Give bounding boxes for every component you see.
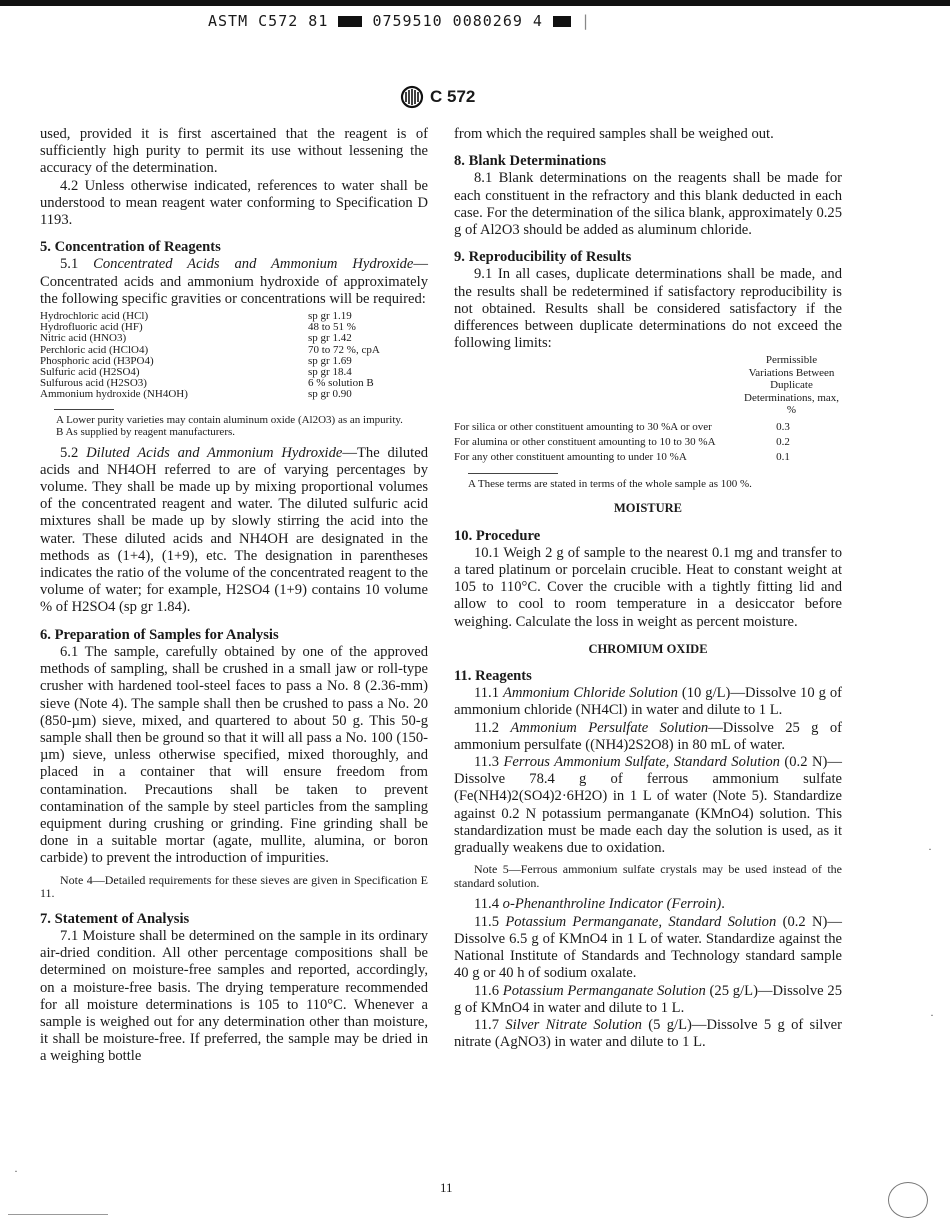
para-number: 11.2: [474, 719, 511, 736]
paragraph-11-3: [454, 754, 842, 857]
footnote-a: A Lower purity varieties may contain aluminum oxide (Al2O3) as an impurity.: [56, 413, 403, 426]
astm-logo-header: [400, 85, 475, 109]
para-number: 11.4: [474, 896, 503, 913]
paragraph-9-1: 9.1 In all cases, duplicate determinations shall be made, and the results shall be redetermined if satisfactory reproducibility is not obtained. Results shall be considered satisfactory if the differences between duplicate determinations do not exceed the following limits:: [454, 266, 842, 352]
section-heading-10: 10. Procedure: [454, 527, 541, 544]
table-row: [40, 389, 428, 400]
paragraph-7-1: 7.1 Moisture shall be determined on the sample in its ordinary air-dried condition. All other percentage compositions shall be determined on moisture-free samples and reported, accordingly, on a moisture-free basis. The drying temperature recommended for all moisture determinations is 105 to 110°C. Whenever a sample is weighed out for any determination other than moisture, it shall be moisture-free. If preferred, the sample may be dried in a weighing bottle: [40, 927, 428, 1065]
paragraph: from which the required samples shall be weighed out.: [454, 126, 774, 142]
limit-label: For silica or other constituent amounting to 30 %A or over: [454, 420, 712, 433]
reagent-name: Hydrofluoric acid (HF): [40, 321, 143, 334]
para-text: (10 g/L)—Dissolve 10 g of ammonium chloride (NH4Cl) in water and dilute to 1 L.: [454, 685, 842, 719]
astm-logo-icon: [400, 85, 424, 109]
para-text: (25 g/L)—Dissolve 25 g of KMnO4 in water and dilute to 1 L.: [454, 982, 842, 1016]
para-title: Concentrated Acids and Ammonium Hydroxide: [93, 256, 414, 273]
scan-artifact-circle: [888, 1182, 928, 1218]
limits-footnote: A These terms are stated in terms of the whole sample as 100 %.: [468, 477, 752, 490]
limit-value: 0.1: [776, 450, 790, 463]
para-text: (0.2 N)—Dissolve 78.4 g of ferrous ammonium sulfate (Fe(NH4)2(SO4)2·6H2O) in 1 L of water (Note 5). Standardize against 0.2 N potassium permanganate (KMnO4) solution. This standardization must be made each day the solution is used, as it gradually weakens due to oxidation.: [454, 754, 842, 857]
footer-rule: [8, 1214, 108, 1215]
para-number: 11.5: [474, 913, 506, 930]
reagent-value: sp gr 0.90: [308, 388, 352, 401]
reagent-name: Perchloric acid (HClO4): [40, 343, 149, 356]
para-number: 11.3: [474, 754, 504, 771]
para-text: —The diluted acids and NH4OH referred to are of varying percentages by volume. They shall be made up by mixing proportional volumes of the concentrated reagent and water. The diluted sulfuric acid mixtures shall be made up by slowly stirring the acid into the water. These diluted acids and NH4OH are designated in the methods as (1+4), (1+9), etc. The designation in parentheses indicates the ratio of the volume of the concentrated reagent to the volume of water; for example, H2SO4 (1+9) contains 10 volume % of H2SO4 (sp gr 1.84).: [40, 444, 429, 616]
header-tick: |: [581, 12, 592, 30]
redaction-block: [338, 16, 362, 27]
reagent-name: Hydrochloric acid (HCl): [40, 310, 149, 323]
right-column: [454, 126, 842, 1051]
section-heading-5: 5. Concentration of Reagents: [40, 239, 221, 256]
para-number: 11.7: [474, 1016, 506, 1033]
table-row: [454, 451, 842, 463]
section-heading-9: 9. Reproducibility of Results: [454, 249, 632, 266]
reagent-value: sp gr 1.42: [308, 332, 352, 345]
paragraph-10-1: 10.1 Weigh 2 g of sample to the nearest 0.1 mg and transfer to a tared platinum or porcelain crucible. Heat to constant weight at 105 to 110°C. Cover the crucible with a tightly fitting lid and allow to cool to room temperature in a desiccator before weighing. Calculate the loss in weight as percent moisture.: [454, 544, 842, 630]
limit-value: 0.3: [776, 420, 790, 433]
table-row: [454, 421, 842, 436]
reagent-name: Phosphoric acid (H3PO4): [40, 354, 154, 367]
reagent-value: 6 % solution B: [308, 377, 374, 390]
paragraph-11-4: [454, 896, 842, 913]
reagent-name: Sulfuric acid (H2SO4): [40, 366, 140, 379]
paragraph-4-2: 4.2 Unless otherwise indicated, references to water shall be understood to mean reagent water conforming to Specification D 1193.: [40, 177, 428, 229]
limit-label: For alumina or other constituent amounting to 10 to 30 %A: [454, 435, 716, 448]
para-number: 5.2: [60, 444, 87, 461]
astm-code: ASTM C572 81: [208, 12, 329, 30]
paragraph-11-7: [454, 1017, 842, 1051]
para-number: 5.1: [60, 256, 94, 273]
limit-label: For any other constituent amounting to under 10 %A: [454, 450, 687, 463]
para-title: Ammonium Chloride Solution: [502, 685, 678, 702]
paragraph: used, provided it is first ascertained that the reagent is of sufficiently high purity to permit its use without lessening the accuracy of the determination.: [40, 126, 428, 177]
reagent-value: sp gr 1.69: [308, 354, 352, 367]
scan-speck: ·: [930, 1008, 934, 1022]
page-number: 11: [440, 1180, 453, 1195]
para-number: 11.6: [474, 982, 503, 999]
para-title: Ammonium Persulfate Solution: [510, 719, 709, 736]
table-row: [40, 333, 428, 344]
paragraph-11-5: [454, 914, 842, 983]
footnote-b: B As supplied by reagent manufacturers.: [56, 426, 236, 439]
para-title: Potassium Permanganate Solution: [502, 982, 706, 999]
limits-column-header: Permissible Variations Between Duplicate Determinations, max, %: [744, 354, 840, 417]
para-text: —Dissolve 25 g of ammonium persulfate ((NH4)2S2O8) in 80 mL of water.: [454, 719, 842, 753]
top-rule: [0, 0, 950, 6]
document-code-header: [208, 12, 591, 30]
limits-table: [454, 421, 842, 463]
paragraph-11-6: [454, 983, 842, 1017]
reagent-name: Ammonium hydroxide (NH4OH): [40, 388, 188, 401]
scan-speck: ·: [14, 1164, 18, 1178]
footnote-rule: [468, 473, 558, 474]
reagent-name: Nitric acid (HNO3): [40, 332, 127, 345]
paragraph-11-1: [454, 685, 842, 719]
reagent-value: 48 to 51 %: [308, 321, 356, 334]
paragraph-11-2: [454, 720, 842, 754]
reagent-name: Sulfurous acid (H2SO3): [40, 377, 147, 390]
table-row: [454, 436, 842, 451]
para-title: Silver Nitrate Solution: [505, 1016, 642, 1033]
paragraph-5-1: [40, 256, 428, 308]
note-5: Note 5—Ferrous ammonium sulfate crystals may be used instead of the standard solution.: [454, 862, 842, 890]
section-heading-11: 11. Reagents: [454, 668, 532, 685]
section-title-chromium-oxide: CHROMIUM OXIDE: [588, 641, 708, 656]
scan-speck: ·: [928, 842, 932, 856]
section-heading-8: 8. Blank Determinations: [454, 153, 607, 170]
standard-number: C 572: [430, 87, 476, 106]
paragraph-6-1: 6.1 The sample, carefully obtained by one of the approved methods of sampling, shall be crushed in a small jaw or roll-type crusher with hardened tool-steel faces to pass a No. 8 (2.36-mm) sieve (Note 4). The sample shall then be crushed to pass a No. 20 (850-µm) sieve, mixed, and quartered to about 50 g. This 50-g sample shall then be ground so that it will all pass a No. 100 (150-µm) sieve, unless otherwise specified, mixed thoroughly, and placed in a container that will ensure freedom from contamination. Precautions shall be taken to prevent contamination of the sample by steel particles from the sampling equipment during crushing or grinding. Fine grinding shall be done in a suitable mortar (agate, mullite, alumina, or boron carbide) to prevent the introduction of impurities.: [40, 643, 428, 867]
para-title: Potassium Permanganate, Standard Solution: [505, 913, 777, 930]
limit-value: 0.2: [776, 435, 790, 448]
para-number: 11.1: [474, 685, 503, 702]
reagent-value: sp gr 1.19: [308, 310, 352, 323]
serial-code: 0759510 0080269 4: [372, 12, 543, 30]
section-heading-7: 7. Statement of Analysis: [40, 910, 190, 927]
para-title: Diluted Acids and Ammonium Hydroxide: [86, 444, 343, 461]
section-title-moisture: MOISTURE: [613, 501, 683, 516]
para-text: (5 g/L)—Dissolve 5 g of silver nitrate (AgNO3) in water and dilute to 1 L.: [454, 1016, 842, 1051]
note-4: Note 4—Detailed requirements for these sieves are given in Specification E 11.: [40, 872, 428, 901]
section-heading-6: 6. Preparation of Samples for Analysis: [40, 626, 279, 643]
footnote-rule: [54, 409, 114, 410]
reagent-value: 70 to 72 %, cpA: [308, 343, 380, 356]
paragraph-5-2: [40, 445, 428, 617]
paragraph-8-1: 8.1 Blank determinations on the reagents shall be made for each constituent in the refractory and this blank deducted in each case. For the determination of the silica blank, approximately 0.25 g of Al2O3 should be added as aluminum chloride.: [454, 170, 842, 239]
para-title: Ferrous Ammonium Sulfate, Standard Solution: [503, 754, 780, 771]
reagent-table: [40, 311, 428, 401]
para-title: o-Phenanthroline Indicator (Ferroin): [502, 896, 722, 913]
left-column: [40, 126, 428, 1066]
reagent-value: sp gr 18.4: [308, 366, 352, 379]
para-text: .: [721, 896, 725, 913]
redaction-block: [553, 16, 571, 27]
para-text: —Concentrated acids and ammonium hydroxide of approximately the following specific gravities or concentrations will be required:: [40, 256, 428, 307]
para-text: (0.2 N)—Dissolve 6.5 g of KMnO4 in 1 L of water. Standardize against the National Institute of Standards and Technology standard sample 40 g or 40 h of sodium oxalate.: [454, 913, 842, 982]
